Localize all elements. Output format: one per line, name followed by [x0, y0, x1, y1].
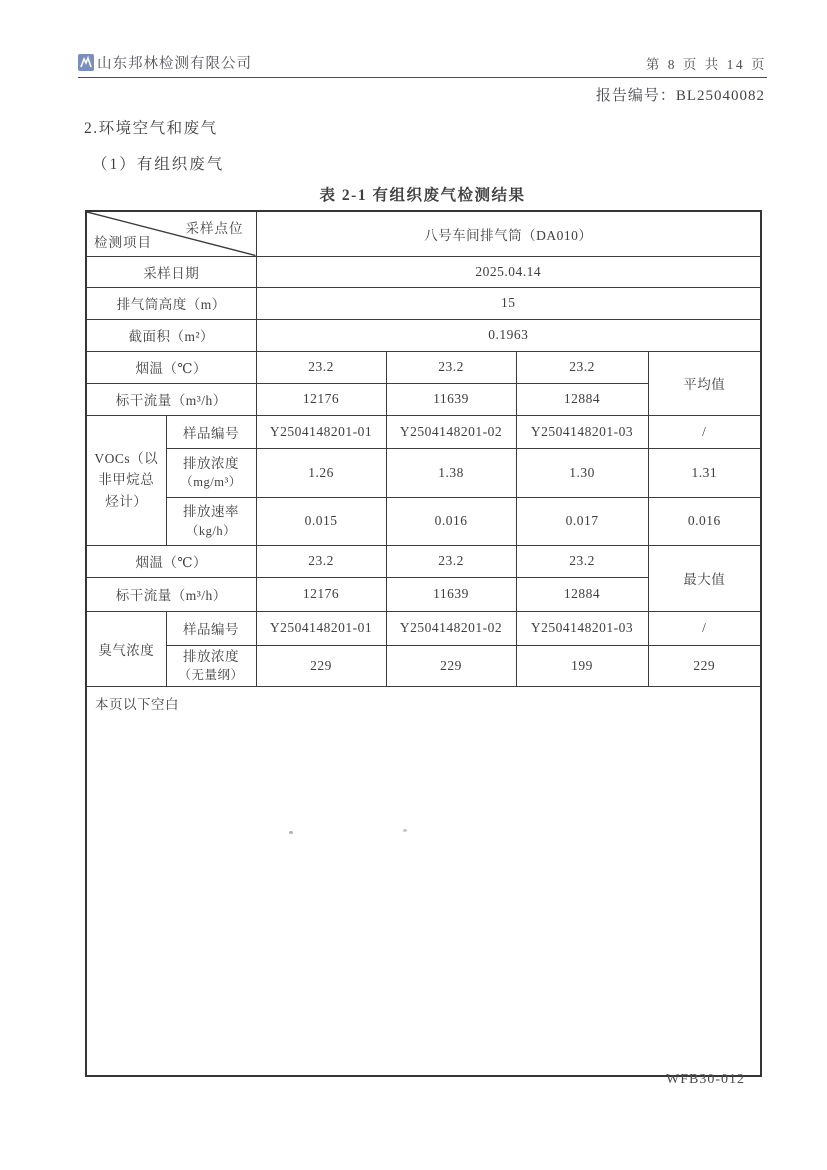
dry-flow-max-label: 标干流量（m³/h） — [86, 577, 256, 611]
blank-remainder-note: 本页以下空白 — [86, 686, 761, 1076]
vocs-concentration-1: 1.26 — [256, 448, 386, 497]
report-number-value: BL25040082 — [675, 88, 765, 104]
table-row — [86, 287, 761, 319]
company-logo-icon — [78, 54, 94, 71]
report-number-line — [0, 84, 765, 105]
vocs-rate-3: 0.017 — [516, 497, 648, 545]
table-row — [86, 319, 761, 351]
flue-temp-max-2: 23.2 — [386, 545, 516, 577]
form-code: WFB30-012 — [666, 1072, 745, 1087]
company-name: 山东邦林检测有限公司 — [97, 56, 252, 72]
vocs-concentration-avg: 1.31 — [648, 448, 761, 497]
corner-label-sampling-point: 采样点位 — [185, 221, 244, 236]
table-row — [86, 211, 761, 256]
scan-artifact — [403, 829, 407, 832]
vocs-sample-no-stat: / — [648, 415, 761, 448]
page-number: 第 8 页 共 14 页 — [645, 57, 767, 72]
cross-section-value: 0.1963 — [256, 319, 761, 351]
vocs-group-label: VOCs（以 非甲烷总 烃计） — [86, 415, 166, 545]
odor-concentration-label: 排放浓度 （无量纲） — [166, 645, 256, 686]
section-title: 2.环境空气和废气 — [84, 120, 218, 137]
subsection-title: （1）有组织废气 — [92, 156, 225, 173]
odor-concentration-3: 199 — [516, 645, 648, 686]
page-header — [78, 52, 767, 73]
dry-flow-value-2: 11639 — [386, 383, 516, 415]
dry-flow-value-3: 12884 — [516, 383, 648, 415]
odor-concentration-max: 229 — [648, 645, 761, 686]
odor-concentration-1: 229 — [256, 645, 386, 686]
odor-group-label: 臭气浓度 — [86, 611, 166, 686]
flue-temp-max-1: 23.2 — [256, 545, 386, 577]
sampling-point-value: 八号车间排气筒（DA010） — [256, 211, 761, 256]
table-row — [86, 686, 761, 1076]
vocs-rate-label: 排放速率 （kg/h） — [166, 497, 256, 545]
table-row — [86, 497, 761, 545]
odor-sample-no-label: 样品编号 — [166, 611, 256, 645]
maximum-label: 最大值 — [648, 545, 761, 611]
flue-temp-label: 烟温（℃） — [86, 351, 256, 383]
stack-height-value: 15 — [256, 287, 761, 319]
dry-flow-max-3: 12884 — [516, 577, 648, 611]
odor-sample-no-2: Y2504148201-02 — [386, 611, 516, 645]
vocs-sample-no-1: Y2504148201-01 — [256, 415, 386, 448]
odor-concentration-2: 229 — [386, 645, 516, 686]
report-number-label: 报告编号： — [595, 88, 676, 104]
sampling-date-value: 2025.04.14 — [256, 256, 761, 287]
dry-flow-max-2: 11639 — [386, 577, 516, 611]
dry-flow-label: 标干流量（m³/h） — [86, 383, 256, 415]
vocs-concentration-label: 排放浓度 （mg/m³） — [166, 448, 256, 497]
flue-temp-value-3: 23.2 — [516, 351, 648, 383]
vocs-rate-1: 0.015 — [256, 497, 386, 545]
sampling-date-label: 采样日期 — [86, 256, 256, 287]
average-label: 平均值 — [648, 351, 761, 415]
cross-section-label: 截面积（m²） — [86, 319, 256, 351]
odor-sample-no-3: Y2504148201-03 — [516, 611, 648, 645]
table-row — [86, 545, 761, 577]
table-row — [86, 645, 761, 686]
results-table — [85, 210, 762, 1077]
odor-sample-no-stat: / — [648, 611, 761, 645]
stack-height-label: 排气筒高度（m） — [86, 287, 256, 319]
vocs-sample-no-label: 样品编号 — [166, 415, 256, 448]
flue-temp-value-1: 23.2 — [256, 351, 386, 383]
flue-temp-max-3: 23.2 — [516, 545, 648, 577]
vocs-concentration-3: 1.30 — [516, 448, 648, 497]
table-row — [86, 448, 761, 497]
vocs-concentration-2: 1.38 — [386, 448, 516, 497]
table-row — [86, 415, 761, 448]
table-row — [86, 611, 761, 645]
vocs-sample-no-2: Y2504148201-02 — [386, 415, 516, 448]
vocs-rate-2: 0.016 — [386, 497, 516, 545]
table-row — [86, 256, 761, 287]
corner-header-cell — [86, 211, 256, 256]
header-divider — [78, 77, 767, 78]
odor-sample-no-1: Y2504148201-01 — [256, 611, 386, 645]
table-row — [86, 351, 761, 383]
scan-artifact — [289, 831, 293, 834]
vocs-sample-no-3: Y2504148201-03 — [516, 415, 648, 448]
table-title: 表 2-1 有组织废气检测结果 — [319, 187, 526, 204]
flue-temp-max-label: 烟温（℃） — [86, 545, 256, 577]
vocs-rate-avg: 0.016 — [648, 497, 761, 545]
dry-flow-value-1: 12176 — [256, 383, 386, 415]
dry-flow-max-1: 12176 — [256, 577, 386, 611]
flue-temp-value-2: 23.2 — [386, 351, 516, 383]
corner-label-test-item: 检测项目 — [94, 234, 152, 250]
